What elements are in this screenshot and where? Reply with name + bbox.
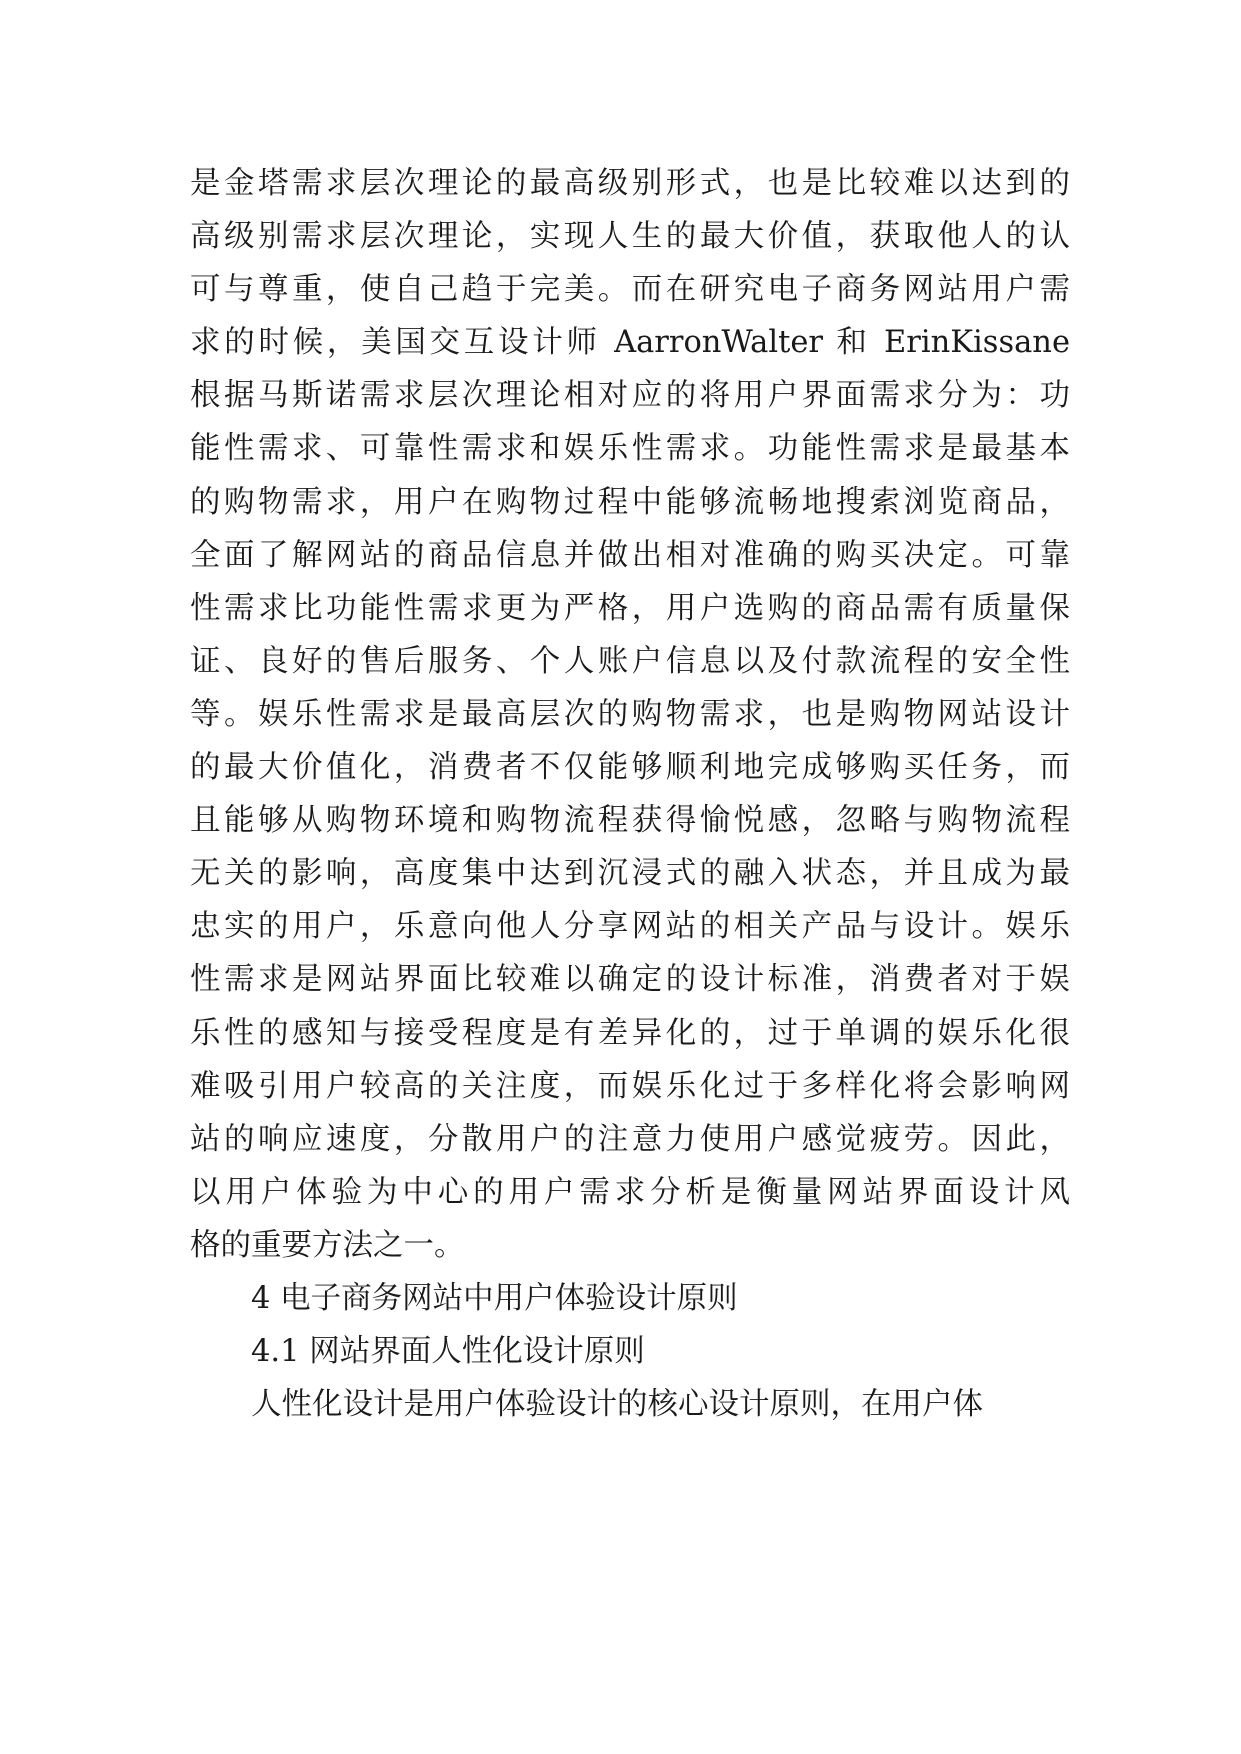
subsection-heading: 4.1 网站界面人性化设计原则 bbox=[251, 1334, 645, 1370]
text-line: 无关的影响，高度集中达到沉浸式的融入状态，并且成为最 bbox=[190, 856, 1070, 892]
text-line: 证、良好的售后服务、个人账户信息以及付款流程的安全性 bbox=[190, 643, 1070, 679]
text-line: 人性化设计是用户体验设计的核心设计原则，在用户体 bbox=[251, 1387, 983, 1423]
text-line: 求的时候，美国交互设计师 AarronWalter 和 ErinKissane bbox=[190, 325, 1070, 361]
text-line: 是金塔需求层次理论的最高级别形式，也是比较难以达到的 bbox=[190, 166, 1070, 201]
section-heading: 4 电子商务网站中用户体验设计原则 bbox=[251, 1280, 738, 1316]
text-line: 以用户体验为中心的用户需求分析是衡量网站界面设计风 bbox=[190, 1174, 1070, 1210]
text-line: 性需求比功能性需求更为严格，用户选购的商品需有质量保 bbox=[190, 590, 1070, 626]
text-line: 且能够从购物环境和购物流程获得愉悦感，忽略与购物流程 bbox=[190, 803, 1070, 839]
text-line: 等。娱乐性需求是最高层次的购物需求，也是购物网站设计 bbox=[190, 696, 1070, 732]
text-line: 高级别需求层次理论，实现人生的最大价值，获取他人的认 bbox=[190, 219, 1070, 255]
text-line: 的最大价值化，消费者不仅能够顺利地完成够购买任务，而 bbox=[190, 750, 1070, 786]
text-line: 难吸引用户较高的关注度，而娱乐化过于多样化将会影响网 bbox=[190, 1068, 1070, 1104]
text-line: 能性需求、可靠性需求和娱乐性需求。功能性需求是最基本 bbox=[190, 431, 1070, 467]
text-line: 全面了解网站的商品信息并做出相对准确的购买决定。可靠 bbox=[190, 537, 1070, 573]
text-line: 根据马斯诺需求层次理论相对应的将用户界面需求分为：功 bbox=[190, 378, 1070, 414]
text-line: 可与尊重，使自己趋于完美。而在研究电子商务网站用户需 bbox=[190, 272, 1070, 308]
paragraph bbox=[190, 1378, 1070, 1431]
text-line: 格的重要方法之一。 bbox=[190, 1227, 465, 1263]
text-line: 忠实的用户，乐意向他人分享网站的相关产品与设计。娱乐 bbox=[190, 909, 1070, 945]
body-text bbox=[190, 157, 1070, 1431]
text-line: 站的响应速度，分散用户的注意力使用户感觉疲劳。因此， bbox=[190, 1121, 1070, 1157]
text-line: 性需求是网站界面比较难以确定的设计标准，消费者对于娱 bbox=[190, 962, 1070, 998]
text-line: 的购物需求，用户在购物过程中能够流畅地搜索浏览商品， bbox=[190, 484, 1070, 520]
text-line: 乐性的感知与接受程度是有差异化的，过于单调的娱乐化很 bbox=[190, 1015, 1070, 1051]
paragraph bbox=[190, 157, 1070, 1272]
